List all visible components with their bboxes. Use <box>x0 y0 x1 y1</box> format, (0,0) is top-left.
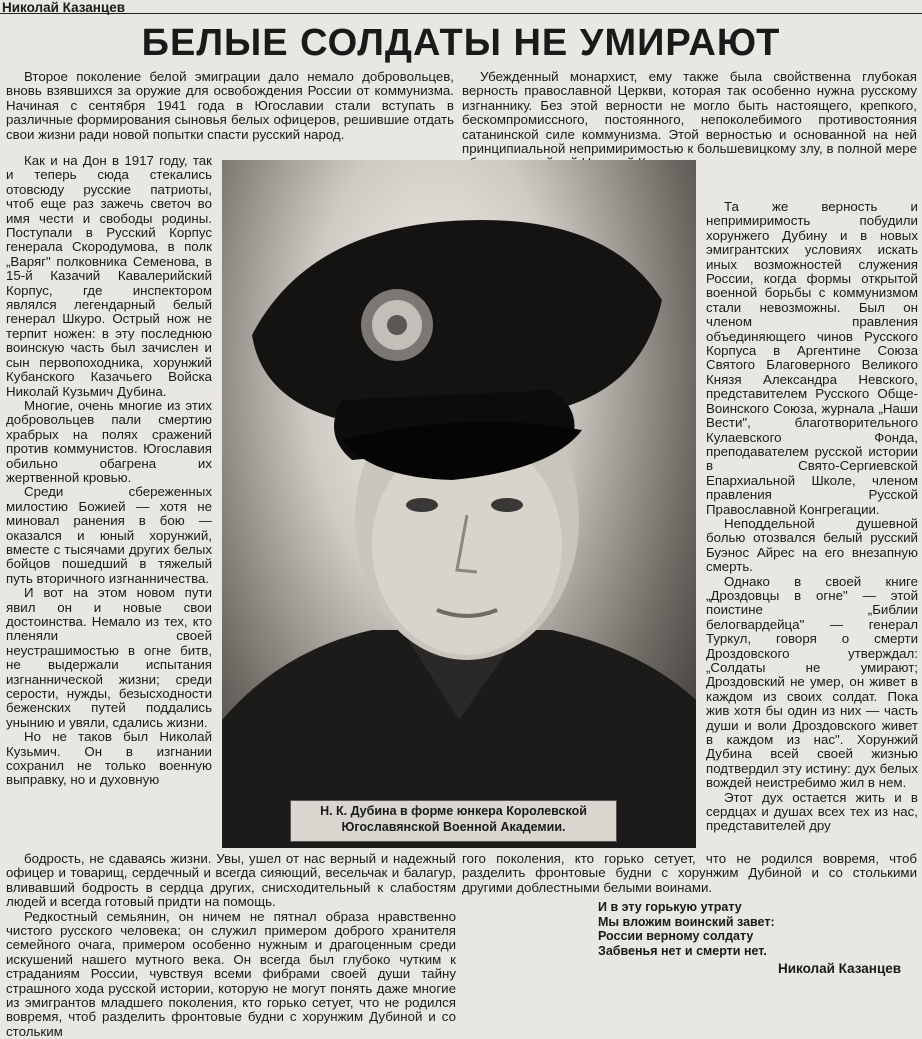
left-paragraph-3: Среди сбереженных милостию Божией — хотя не миновал ранения в бою — оказался и юный хорунжий, вместе с тысячами других белых бойцов пошедший в тяжелый путь вторичного изгнанничества. <box>6 484 212 586</box>
right-paragraph-1: Та же верность и непримиримость побудили хорунжего Дубину и в новых эмигрантских условиях искать иных возможностей служения России, когда формы открытой военной борьбы с коммунизмом стали невозможны. Был он членом правления объединяющего чинов Русского Корпуса в Аргентине Союза Святого Благоверного Великого Князя Александра Невского, представителем Русского Обще-Воинского Союза, журнала „Наши Вести", благотворительного Кулаевского Фонда, преподавателем русской истории в Свято-Сергиевской Епархиальной Школе, членом правления Русской Православной Конгрегации. <box>706 199 918 517</box>
left-paragraph-1: Как и на Дон в 1917 году, так и теперь сюда стекались отовсюду русские патриоты, чтоб еще раз зажечь светоч во имя чести и свободы родины. Поступали в Русский Корпус генерала Скородумова, в полк „Варяг" полковника Семенова, в 15-й Казачий Кавалерийский Корпус, где инспектором являлся легендарный белый генерал Шкуро. Острый нож не терпит ножен: в эту последнюю воинскую часть был зачислен и сын первопоходника, хорунжий Кубанского Казачьего Войска Николай Кузьмич Дубина. <box>6 153 212 399</box>
right-paragraph-3: Однако в своей книге „Дроздовцы в огне" — этой поистине „Библии белогвардейца" — генерал Туркул, говоря о смерти Дроздовского утверждал: „Солдаты не умирают; Дроздовский не умер, он живет в каждом из своих солдат. Пока жив хотя бы один из них — часть души и воли Дроздовского живет в каждом из нас". Хорунжий Дубина всей своей жизнью подтвердил эту истину: дух белых вождей неистребимо жил в нем. <box>706 573 918 791</box>
author-top: Николай Казанцев <box>2 0 126 15</box>
bottom-right-text: гого поколения, кто горько сетует, что не родился вовремя, чтоб разделить фронтовые будни с хорунжим Дубиной и со столькими другими доблестными белыми воинами. <box>462 851 917 895</box>
left-column <box>6 154 212 854</box>
intro-left <box>6 70 454 142</box>
intro-right <box>462 70 917 171</box>
poem-line-1: И в эту горькую утрату <box>598 900 742 914</box>
poem-line-4: Забвенья нет и смерти нет. <box>598 943 767 958</box>
bottom-left <box>6 851 456 1039</box>
intro-right-text: Убежденный монархист, ему также была свойственна глубокая верность православной Церкви, которая так особенно нужна русскому изгнаннику. Без этой верности не могло быть настоящего, крепкого, бескомпромиссного, постоянного, непоколебимого противостояния сатанинской силе коммунизма. Этой верностью и основанной на ней принципиальной непримиримостью к большевицкому злу, в полной мере <box>462 69 917 157</box>
right-column <box>706 200 918 900</box>
left-paragraph-2: Многие, очень многие из этих добровольцев пали смертию храбрых на полях сражений против коммунистов. Югославия обильно обагрена их жертвенной кровью. <box>6 397 212 485</box>
intro-left-text: Второе поколение белой эмиграции дало немало добровольцев, вновь взявшихся за оружие для освобождения России от коммунизма. Начиная с сентября 1941 года в Югославии стали вступать в различные формирования сыновья белых офицеров, решившие отдать свои жизни ради новой попытки спасти русский народ. <box>6 69 454 142</box>
right-paragraph-4: Этот дух остается жить и в сердцах и душах всех тех из нас, представителей дру <box>706 789 918 834</box>
portrait-illustration <box>222 160 696 848</box>
poem-line-2: Мы вложим воинский завет: <box>598 914 775 929</box>
headline: БЕЛЫЕ СОЛДАТЫ НЕ УМИРАЮТ <box>141 22 781 64</box>
caption-line-1: Н. К. Дубина в форме юнкера Королевской <box>320 804 587 818</box>
right-paragraph-2: Неподдельной душевной болью отозвался белый русский Буэнос Айрес на его внезапную смерть. <box>706 515 918 575</box>
author-bottom: Николай Казанцев <box>778 961 902 976</box>
left-paragraph-5: Но не таков был Николай Кузьмич. Он в изгнании сохранил не только военную выправку, но и духовную <box>6 729 212 788</box>
photo-caption <box>290 800 617 842</box>
caption-line-2: Югославянской Военной Академии. <box>341 820 566 834</box>
top-rule <box>0 13 922 14</box>
portrait-photo <box>222 160 696 848</box>
bottom-left-paragraph-2: Редкостный семьянин, он ничем не пятнал образа нравственно чистого русского человека; он служил примером доброго хранителя семейного очага, примером особенно нужным и драгоценным среди искушений нашего мутного века. Он всегда был глубоко чутким к страданиям России, чувствуя всеми фибрами своей души тайну страшного хода русской истории, которую не могут понять даже многие из эмигрантов младшего поколения, кто горько сетует, что не родился вовремя, чтоб разделить фронтовые будни с хорунжим Дубиной и со стольким <box>6 908 456 1039</box>
poem-line-3: России верному солдату <box>598 929 754 943</box>
left-paragraph-4: И вот на этом новом пути явил он и новые свои достоинства. Немало из тех, кто пленяли своей неустрашимостью в огне битв, не выдержали испытания изгнаннической жизни; среди серости, нужды, безысходности беженских путей поддались унынию и увяли, сдались жизни. <box>6 585 212 730</box>
poem <box>598 900 775 958</box>
bottom-left-paragraph-1: бодрость, не сдаваясь жизни. Увы, ушел от нас верный и надежный офицер и товарищ, сердечный и всегда сияющий, весельчак и балагур, вливавший бодрость в сердца других, снисходительный к слабостям людей и всегда готовый придти на помощь. <box>6 851 456 910</box>
bottom-right <box>462 852 917 895</box>
